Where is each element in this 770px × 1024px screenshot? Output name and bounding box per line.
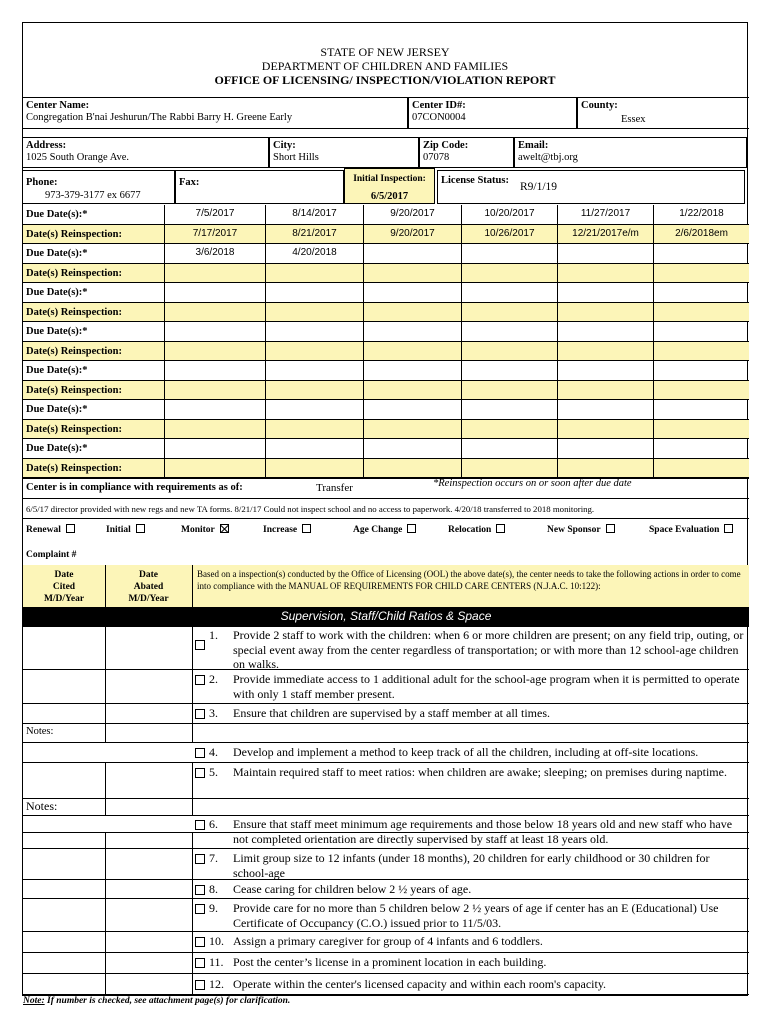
type-checkbox[interactable] xyxy=(496,524,505,533)
type-increase xyxy=(263,524,311,535)
date-cell xyxy=(461,400,557,420)
reinspection-date-row xyxy=(23,303,749,323)
date-cell xyxy=(363,322,461,342)
type-checkbox[interactable] xyxy=(606,524,615,533)
complaint-label: Complaint # xyxy=(26,550,77,560)
type-label: Age Change xyxy=(353,525,403,535)
requirement-checkbox[interactable] xyxy=(195,709,205,719)
requirement-text: Ensure that staff meet minimum age requirements and those below 18 years old and new staff who have not completed orientation are directly supervised by staff at least 18 years old. xyxy=(233,817,733,846)
type-checkbox[interactable] xyxy=(302,524,311,533)
requirement-number: 6. xyxy=(209,817,218,831)
zip-value: 07078 xyxy=(423,152,450,163)
city-box xyxy=(269,137,419,168)
requirement-checkbox[interactable] xyxy=(195,958,205,968)
date-cell: 8/21/2017 xyxy=(265,225,363,245)
type-label: Initial xyxy=(106,525,131,535)
date-cell xyxy=(557,322,653,342)
compliance-remarks: 6/5/17 director provided with new regs and new TA forms. 8/21/17 Could not inspect school and no access to paperwork. 4/20/18 transferred to 2018 monitoring. xyxy=(26,504,595,514)
requirement-number: 9. xyxy=(209,901,218,915)
date-cell xyxy=(265,303,363,323)
date-cell xyxy=(557,439,653,459)
requirement-checkbox[interactable] xyxy=(195,768,205,778)
date-cell: 3/6/2018 xyxy=(164,244,265,264)
center-id-box xyxy=(408,97,577,129)
date-abated-header xyxy=(105,569,192,605)
date-cell xyxy=(557,244,653,264)
compliance-value: Transfer xyxy=(316,482,353,494)
date-cell xyxy=(557,400,653,420)
date-cell xyxy=(265,342,363,362)
requirement-number: 1. xyxy=(209,628,218,642)
reinspection-note: *Reinspection occurs on or soon after due date xyxy=(433,478,632,489)
phone-label: Phone: xyxy=(26,177,58,188)
date-cell xyxy=(363,283,461,303)
date-cell xyxy=(363,244,461,264)
date-cell: 8/14/2017 xyxy=(265,205,363,225)
requirement-text: Post the center’s license in a prominent location in each building. xyxy=(233,955,547,969)
initial-inspection-value: 6/5/2017 xyxy=(370,191,409,202)
zip-label: Zip Code: xyxy=(423,140,469,151)
requirement-checkbox[interactable] xyxy=(195,937,205,947)
type-label: Space Evaluation xyxy=(649,525,720,535)
center-name-label: Center Name: xyxy=(26,100,90,111)
due-date-row xyxy=(23,361,749,381)
requirement-text: Assign a primary caregiver for group of 4 infants and 6 toddlers. xyxy=(233,934,543,948)
notes-label: Notes: xyxy=(26,726,54,737)
requirement-text: Provide immediate access to 1 additional adult for the school-age program when it is permitted to operate with only 1 staff member present. xyxy=(233,672,740,701)
date-cell xyxy=(557,264,653,284)
email-value: awelt@tbj.org xyxy=(518,152,578,163)
date-cell xyxy=(265,459,363,479)
date-cell xyxy=(164,420,265,440)
requirement-number: 7. xyxy=(209,851,218,865)
date-cell xyxy=(164,342,265,362)
requirement-number: 5. xyxy=(209,765,218,779)
footer-note-text: If number is checked, see attachment page(s) for clarification. xyxy=(47,996,291,1006)
county-label: County: xyxy=(581,100,618,111)
date-cell: 10/20/2017 xyxy=(461,205,557,225)
type-label: Increase xyxy=(263,525,298,535)
due-date-label: Due Date(s):* xyxy=(26,326,88,337)
type-space-evaluation xyxy=(649,524,733,535)
violations-table-header xyxy=(23,565,749,609)
compliance-label: Center is in compliance with requirements as of: xyxy=(26,482,243,493)
reinspection-label: Date(s) Reinspection: xyxy=(26,306,122,318)
date-cell xyxy=(653,439,749,459)
date-cell xyxy=(363,420,461,440)
date-cell xyxy=(265,381,363,401)
requirement-text: Maintain required staff to meet ratios: when children are awake; sleeping; on premises during naptime. xyxy=(233,765,727,779)
date-cell: 9/20/2017 xyxy=(363,225,461,245)
requirement-checkbox[interactable] xyxy=(195,980,205,990)
date-cell xyxy=(363,342,461,362)
initial-inspection-box xyxy=(344,168,435,204)
date-cell xyxy=(265,420,363,440)
date-cell: 12/21/2017e/m xyxy=(557,225,653,245)
date-cell: 4/20/2018 xyxy=(265,244,363,264)
date-cell xyxy=(653,322,749,342)
inspection-report-page xyxy=(22,22,748,1006)
date-abated-line2: Abated xyxy=(133,582,164,592)
date-cell xyxy=(461,381,557,401)
type-label: Renewal xyxy=(26,525,61,535)
date-cell xyxy=(265,400,363,420)
date-cell xyxy=(557,381,653,401)
initial-inspection-label: Initial Inspection: xyxy=(353,174,426,184)
type-checkbox[interactable] xyxy=(136,524,145,533)
date-cell xyxy=(461,459,557,479)
requirement-number: 4. xyxy=(209,745,218,759)
date-cell xyxy=(164,264,265,284)
date-cell xyxy=(461,361,557,381)
zip-box xyxy=(419,137,514,168)
date-cell xyxy=(653,400,749,420)
fax-box xyxy=(175,170,344,204)
date-cell xyxy=(653,361,749,381)
date-cell xyxy=(557,303,653,323)
date-cell xyxy=(363,381,461,401)
phone-value: 973-379-3177 ex 6677 xyxy=(45,190,141,201)
footer-note xyxy=(23,996,290,1006)
email-box xyxy=(514,137,747,168)
date-cell xyxy=(461,303,557,323)
type-label: Monitor xyxy=(181,525,215,535)
date-cell xyxy=(265,322,363,342)
date-cell xyxy=(265,264,363,284)
inspection-type-row xyxy=(23,524,749,538)
header-title: OFFICE OF LICENSING/ INSPECTION/VIOLATION REPORT xyxy=(214,73,556,87)
date-cell xyxy=(653,381,749,401)
date-cell xyxy=(461,264,557,284)
due-date-label: Due Date(s):* xyxy=(26,365,88,376)
due-date-row xyxy=(23,400,749,420)
city-label: City: xyxy=(273,140,296,151)
date-cell xyxy=(461,244,557,264)
date-cell xyxy=(461,439,557,459)
header-state: STATE OF NEW JERSEY xyxy=(320,45,450,59)
date-cell xyxy=(265,361,363,381)
address-label: Address: xyxy=(26,140,67,151)
reinspection-label: Date(s) Reinspection: xyxy=(26,345,122,357)
due-date-label: Due Date(s):* xyxy=(26,443,88,454)
date-cell xyxy=(653,459,749,479)
date-cell xyxy=(363,361,461,381)
license-status-box xyxy=(437,170,745,204)
requirement-number: 2. xyxy=(209,672,218,686)
reinspection-label: Date(s) Reinspection: xyxy=(26,462,122,474)
date-cell: 2/6/2018em xyxy=(653,225,749,245)
date-cell xyxy=(557,459,653,479)
county-box xyxy=(577,97,749,129)
due-date-row xyxy=(23,205,749,225)
fax-label: Fax: xyxy=(179,177,200,188)
report-header xyxy=(23,23,747,87)
date-cell xyxy=(164,400,265,420)
date-cell xyxy=(164,283,265,303)
requirement-number: 11. xyxy=(209,955,224,969)
requirement-checkbox[interactable] xyxy=(195,885,205,895)
requirement-text: Operate within the center's licensed capacity and within each room's capacity. xyxy=(233,977,607,991)
date-abated-line1: Date xyxy=(139,570,158,580)
license-status-label: License Status: xyxy=(441,175,509,186)
date-cell xyxy=(265,283,363,303)
reinspection-date-row xyxy=(23,342,749,362)
due-date-label: Due Date(s):* xyxy=(26,209,88,220)
date-cell xyxy=(653,264,749,284)
reinspection-label: Date(s) Reinspection: xyxy=(26,228,122,240)
requirement-number: 3. xyxy=(209,706,218,720)
requirement-checkbox[interactable] xyxy=(195,904,205,914)
type-checkbox[interactable] xyxy=(724,524,733,533)
type-label: New Sponsor xyxy=(547,525,601,535)
requirement-checkbox[interactable] xyxy=(195,640,205,650)
type-relocation xyxy=(448,524,505,535)
address-value: 1025 South Orange Ave. xyxy=(26,152,130,163)
type-monitor xyxy=(181,524,229,535)
date-cited-line2: Cited xyxy=(52,582,76,592)
reinspection-date-row xyxy=(23,459,749,479)
date-cell xyxy=(557,283,653,303)
date-cell xyxy=(653,342,749,362)
date-cited-line1: Date xyxy=(54,570,74,580)
type-renewal xyxy=(26,524,75,535)
requirement-text: Limit group size to 12 infants (under 18 months), 20 children for early childhood or 30 children for school-age xyxy=(233,851,710,880)
reinspection-date-row xyxy=(23,225,749,245)
due-date-row xyxy=(23,244,749,264)
email-label: Email: xyxy=(518,140,549,151)
date-cell xyxy=(363,303,461,323)
due-date-row xyxy=(23,322,749,342)
date-cell xyxy=(164,381,265,401)
type-checkbox[interactable] xyxy=(407,524,416,533)
requirement-text: Provide care for no more than 5 children below 2 ½ years of age if center has an E (Educational) Use Certificate of Occupancy (C.O.) issued prior to 11/5/03. xyxy=(233,901,719,930)
due-date-row xyxy=(23,439,749,459)
date-cell xyxy=(363,439,461,459)
reinspection-label: Date(s) Reinspection: xyxy=(26,384,122,396)
requirement-checkbox[interactable] xyxy=(195,748,205,758)
table-intro-text: Based on a inspection(s) conducted by the Office of Licensing (OOL) the above date(s), the center needs to take the following actions in order to come into compliance with the MANUAL OF REQUIREMENTS FOR CHILD CARE CENTERS (N.J.A.C. 10:122): xyxy=(197,569,741,591)
type-age-change xyxy=(353,524,416,535)
date-cell xyxy=(363,400,461,420)
date-cell xyxy=(557,361,653,381)
reinspection-date-row xyxy=(23,420,749,440)
reinspection-date-row xyxy=(23,381,749,401)
date-cell xyxy=(557,342,653,362)
due-date-row xyxy=(23,283,749,303)
type-label: Relocation xyxy=(448,525,492,535)
date-cited-header xyxy=(23,569,105,605)
center-id-label: Center ID#: xyxy=(412,100,466,111)
date-cell xyxy=(164,303,265,323)
requirement-text: Cease caring for children below 2 ½ years of age. xyxy=(233,882,472,896)
date-cell xyxy=(164,439,265,459)
date-cell: 1/22/2018 xyxy=(653,205,749,225)
requirement-text: Ensure that children are supervised by a staff member at all times. xyxy=(233,706,551,720)
address-box xyxy=(23,137,269,168)
type-new-sponsor xyxy=(547,524,615,535)
center-name-box xyxy=(23,97,408,129)
requirement-number: 12. xyxy=(209,977,224,991)
date-abated-line3: M/D/Year xyxy=(128,594,169,604)
date-cell xyxy=(363,264,461,284)
due-date-label: Due Date(s):* xyxy=(26,248,88,259)
section-bar-supervision: Supervision, Staff/Child Ratios & Space xyxy=(23,607,749,626)
date-cell xyxy=(164,459,265,479)
date-cell xyxy=(461,283,557,303)
requirement-text: Develop and implement a method to keep track of all the children, including at off-site locations. xyxy=(233,745,699,759)
date-cell xyxy=(653,283,749,303)
date-cell: 7/5/2017 xyxy=(164,205,265,225)
notes-label: Notes: xyxy=(26,799,58,813)
date-cell: 11/27/2017 xyxy=(557,205,653,225)
date-cell xyxy=(164,322,265,342)
center-name-value: Congregation B'nai Jeshurun/The Rabbi Barry H. Greene Early xyxy=(26,112,293,123)
date-cell xyxy=(363,459,461,479)
header-department: DEPARTMENT OF CHILDREN AND FAMILIES xyxy=(261,59,509,73)
requirement-number: 8. xyxy=(209,882,218,896)
footer-note-label: Note: xyxy=(23,996,45,1006)
due-date-label: Due Date(s):* xyxy=(26,287,88,298)
requirement-text: Provide 2 staff to work with the children: when 6 or more children are present; on any field trip, outing, or special event away from the center regardless of transportation; or with more than 12 school-age children on walks. xyxy=(233,628,744,671)
date-cell: 7/17/2017 xyxy=(164,225,265,245)
reinspection-label: Date(s) Reinspection: xyxy=(26,267,122,279)
center-id-value: 07CON0004 xyxy=(412,112,466,123)
type-checkbox[interactable] xyxy=(66,524,75,533)
due-date-label: Due Date(s):* xyxy=(26,404,88,415)
phone-box xyxy=(23,170,175,204)
date-cell xyxy=(461,342,557,362)
type-initial xyxy=(106,524,145,535)
date-cell xyxy=(461,322,557,342)
date-cell: 10/26/2017 xyxy=(461,225,557,245)
reinspection-label: Date(s) Reinspection: xyxy=(26,423,122,435)
date-cell xyxy=(164,361,265,381)
requirement-number: 10. xyxy=(209,934,224,948)
county-value: Essex xyxy=(621,114,646,125)
date-cell xyxy=(653,244,749,264)
date-cell xyxy=(653,303,749,323)
requirement-checkbox[interactable] xyxy=(195,854,205,864)
date-cell xyxy=(557,420,653,440)
date-cell xyxy=(653,420,749,440)
date-cell: 9/20/2017 xyxy=(363,205,461,225)
requirement-checkbox[interactable] xyxy=(195,820,205,830)
date-cited-line3: M/D/Year xyxy=(43,594,85,604)
type-checkbox[interactable] xyxy=(220,524,229,533)
date-cell xyxy=(461,420,557,440)
reinspection-date-row xyxy=(23,264,749,284)
requirement-checkbox[interactable] xyxy=(195,675,205,685)
city-value: Short Hills xyxy=(273,152,319,163)
date-cell xyxy=(265,439,363,459)
license-status-value: R9/1/19 xyxy=(520,181,558,193)
